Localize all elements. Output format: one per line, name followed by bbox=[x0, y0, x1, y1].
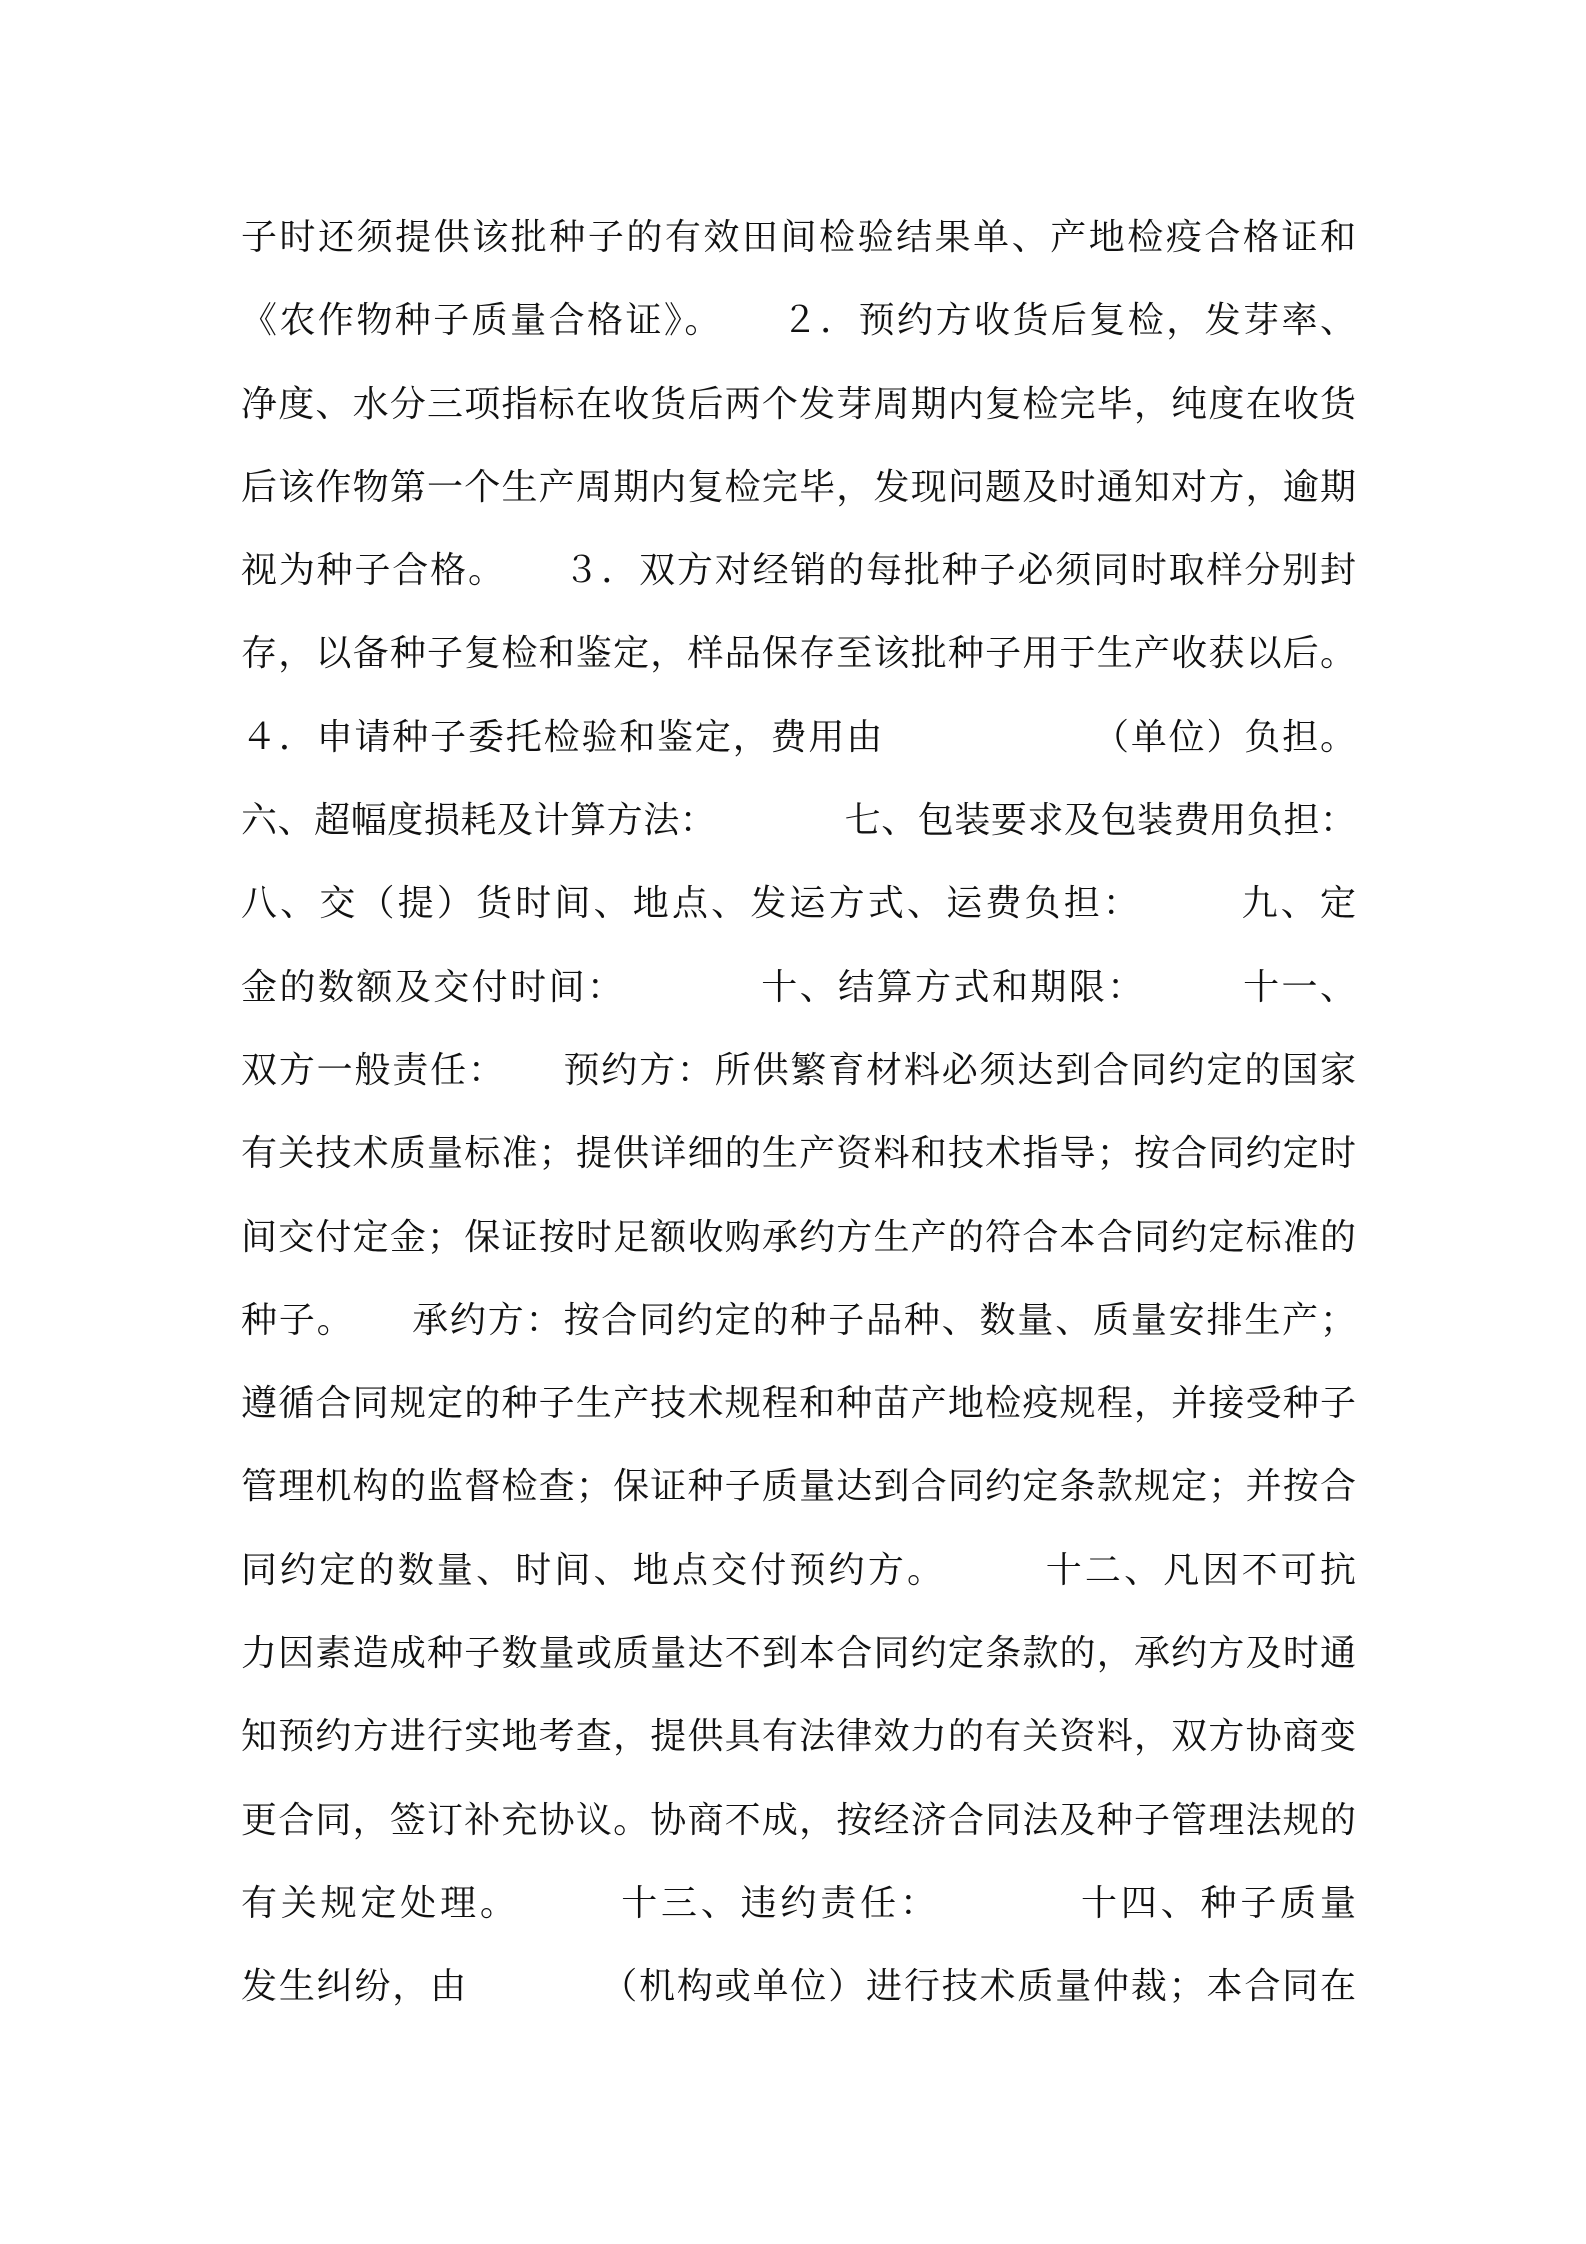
text-line-20: 更合同，签订补充协议。协商不成，按经济合同法及种子管理法规的 bbox=[241, 1799, 1356, 1841]
text-line-16: 管理机构的监督检查；保证种子质量达到合同约定条款规定；并按合 bbox=[241, 1466, 1356, 1508]
text-line-3: 净度、水分三项指标在收货后两个发芽周期内复检完毕，纯度在收货 bbox=[241, 383, 1356, 425]
text-line-14: 种子。 承约方：按合同约定的种子品种、数量、质量安排生产； bbox=[241, 1299, 1356, 1341]
text-line-17: 同约定的数量、时间、地点交付预约方。 十二、凡因不可抗 bbox=[241, 1549, 1356, 1591]
text-line-18: 力因素造成种子数量或质量达不到本合同约定条款的，承约方及时通 bbox=[241, 1633, 1356, 1675]
text-line-7: ４．申请种子委托检验和鉴定，费用由 （单位）负担。 bbox=[241, 716, 1356, 758]
text-line-19: 知预约方进行实地考查，提供具有法律效力的有关资料，双方协商变 bbox=[241, 1716, 1356, 1758]
contract-text-body bbox=[241, 196, 1356, 2029]
text-line-6: 存，以备种子复检和鉴定，样品保存至该批种子用于生产收获以后。 bbox=[241, 633, 1356, 675]
text-line-5: 视为种子合格。 ３．双方对经销的每批种子必须同时取样分别封 bbox=[241, 550, 1356, 592]
text-line-22: 发生纠纷，由 （机构或单位）进行技术质量仲裁；本合同在 bbox=[241, 1966, 1356, 2008]
text-line-11: 双方一般责任： 预约方：所供繁育材料必须达到合同约定的国家 bbox=[241, 1049, 1356, 1091]
text-line-4: 后该作物第一个生产周期内复检完毕，发现问题及时通知对方，逾期 bbox=[241, 466, 1356, 508]
text-line-12: 有关技术质量标准；提供详细的生产资料和技术指导；按合同约定时 bbox=[241, 1133, 1356, 1175]
text-line-15: 遵循合同规定的种子生产技术规程和种苗产地检疫规程，并接受种子 bbox=[241, 1383, 1356, 1425]
text-line-10: 金的数额及交付时间： 十、结算方式和期限： 十一、 bbox=[241, 966, 1356, 1008]
text-line-1: 子时还须提供该批种子的有效田间检验结果单、产地检疫合格证和 bbox=[241, 217, 1356, 258]
text-line-8: 六、超幅度损耗及计算方法： 七、包装要求及包装费用负担： bbox=[241, 800, 1356, 842]
text-line-13: 间交付定金；保证按时足额收购承约方生产的符合本合同约定标准的 bbox=[241, 1216, 1356, 1258]
text-line-9: 八、交（提）货时间、地点、发运方式、运费负担： 九、定 bbox=[241, 883, 1356, 925]
text-line-21: 有关规定处理。 十三、违约责任： 十四、种子质量 bbox=[241, 1882, 1356, 1924]
text-line-2: 《农作物种子质量合格证》。 ２．预约方收货后复检，发芽率、 bbox=[241, 300, 1356, 342]
